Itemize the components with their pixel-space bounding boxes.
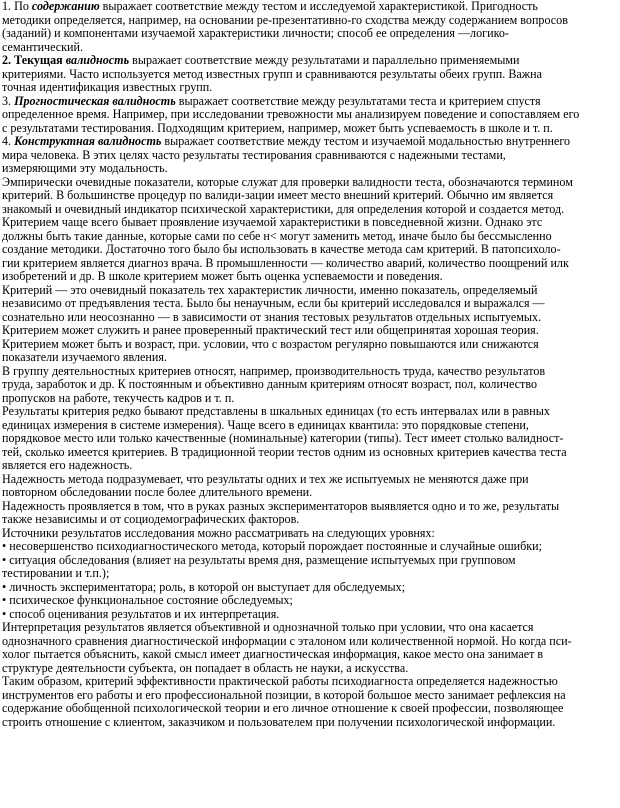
- text-line: [2, 27, 618, 41]
- text-line: [2, 378, 618, 392]
- text-segment: холог пытается объяснить, какой смысл имеет диагностическая информация, какое место она занимает в: [2, 647, 544, 661]
- text-segment: изобретений и др. В школе критерием может быть оценка успеваемости и поведения.: [2, 269, 443, 283]
- text-segment: гии критерием является диагноз врача. В промышленности — количество аварий, количество поощрений илк: [2, 255, 569, 270]
- text-line: [2, 689, 618, 703]
- emphasis-text: Конструктная валидность: [14, 134, 162, 148]
- text-segment: создание методики. Достаточно того было бы использовать в качестве метода сам критерий. В патопсихоло-: [2, 242, 561, 256]
- text-line: [2, 176, 618, 190]
- text-segment: также независимы и от социодемографических факторов.: [2, 512, 300, 526]
- text-line: [2, 500, 618, 514]
- text-segment: Критерием может быть и возраст, при. условии, что с возрастом регулярно повышаются или снижаются: [2, 336, 539, 351]
- text-segment: Надежность проявляется в том, что в руках разных экспериментаторов выявляется одно и то же, результаты: [2, 498, 560, 513]
- text-segment: • способ оценивания результатов и их интерпретация.: [2, 606, 280, 621]
- text-line: [2, 297, 618, 311]
- text-line: [2, 608, 618, 622]
- text-segment: (заданий) и компонентами изучаемой характеристики личности; способ ее определения —логико-: [2, 26, 509, 40]
- text-line: [2, 162, 618, 176]
- text-segment: показатели изучаемого явления.: [2, 350, 167, 364]
- text-line: [2, 14, 618, 28]
- text-line: [2, 459, 618, 473]
- text-segment: критерий. В большинстве процедур по валиди-зации имеет место внешний критерий. Обычно им является: [2, 188, 554, 202]
- emphasis-text: валидность: [65, 53, 130, 67]
- emphasis-text: Прогностическая валидность: [14, 93, 176, 108]
- text-line: [2, 257, 618, 271]
- text-segment: тестировании и т.п.);: [2, 566, 110, 580]
- text-line: [2, 432, 618, 446]
- text-line: [2, 230, 618, 244]
- text-line: [2, 0, 618, 14]
- text-line: [2, 594, 618, 608]
- text-segment: знакомый и очевидный индикатор психической характеристики, для определения которой и создается метод.: [2, 201, 565, 216]
- text-segment: структуре деятельности субъекта, он попадает в область не науки, а искусства.: [2, 660, 409, 675]
- text-segment: выражает соответствие между результатами теста и критерием спустя: [175, 93, 541, 108]
- text-segment: пропусков на работе, текучесть кадров и т. п.: [2, 390, 235, 405]
- text-segment: независимо от предъявления теста. Было бы ненаучным, если бы критерий исследовался и выражался —: [2, 296, 545, 310]
- text-line: [2, 648, 618, 662]
- text-line: [2, 243, 618, 257]
- text-segment: критериями. Часто используется метод известных групп и сравниваются результаты обеих групп. Важна: [2, 66, 542, 81]
- text-segment: Эмпирически очевидные показатели, которые служат для проверки валидности теста, обозначаются термином: [2, 174, 573, 189]
- text-line: [2, 324, 618, 338]
- text-line: [2, 419, 618, 433]
- text-segment: • несовершенство психодиагностического метода, который порождает постоянные и случайные ошибки;: [2, 539, 542, 553]
- text-line: [2, 135, 618, 149]
- text-line: [2, 581, 618, 595]
- text-line: [2, 270, 618, 284]
- text-segment: единицах измерения в системе измерения). Чаще всего в единицах квантила: это порядковые степени,: [2, 417, 529, 432]
- emphasis-text: 2. Текущая: [2, 53, 66, 67]
- text-line: [2, 473, 618, 487]
- text-segment: 1. По: [2, 0, 32, 13]
- text-segment: должны быть такие данные, которые сами по себе н< могут заменить метод, иначе было бы бессмысленно: [2, 228, 552, 243]
- text-segment: семантический.: [2, 39, 84, 54]
- text-line: [2, 675, 618, 689]
- text-line: [2, 338, 618, 352]
- text-line: [2, 621, 618, 635]
- text-line: [2, 81, 618, 95]
- text-line: [2, 702, 618, 716]
- text-segment: Результаты критерия редко бывают представлены в шкальных единицах (то есть интервалах или в равных: [2, 404, 550, 418]
- text-segment: • ситуация обследования (влияет на результаты время дня, размещение испытуемых при групповом: [2, 552, 516, 567]
- text-segment: Критерием может служить и ранее проверенный практический тест или общепринятая хорошая теория.: [2, 323, 539, 337]
- text-segment: точная идентификация известных групп.: [2, 80, 213, 94]
- text-segment: • психическое функциональное состояние обследуемых;: [2, 593, 293, 607]
- text-segment: тей, сколько имеется критериев. В традиционной теории тестов одним из основных критериев качества теста: [2, 444, 567, 459]
- text-segment: выражает соответствие между тестом и изучаемой модальностью внутреннего: [161, 134, 571, 148]
- text-segment: Таким образом, критерий эффективности практической работы психодиагноста определяется надежностью: [2, 674, 558, 688]
- text-line: [2, 662, 618, 676]
- text-segment: инструментов его работы и его профессиональной позиции, в которой большое место занимает рефлексия на: [2, 687, 566, 702]
- text-line: [2, 527, 618, 541]
- text-line: [2, 567, 618, 581]
- text-segment: выражает соответствие между тестом и исследуемой характеристикой. Пригодность: [99, 0, 538, 13]
- text-segment: сознательно или неосознанно — в зависимости от знания тестовых результатов отдельных испытуемых.: [2, 309, 542, 324]
- text-segment: с результатами тестирования. Подходящим критерием, например, может быть успеваемость в школе и т. п.: [2, 120, 553, 135]
- text-line: [2, 446, 618, 460]
- text-line: [2, 203, 618, 217]
- text-line: [2, 54, 618, 68]
- text-line: [2, 513, 618, 527]
- text-segment: определенное время. Например, при исследовании тревожности мы анализируем поведение и сопоставляем его: [2, 107, 580, 121]
- text-segment: строить отношение с клиентом, заказчиком и пользователем при получении психологической информации.: [2, 714, 556, 729]
- text-line: [2, 351, 618, 365]
- text-segment: Критерием чаще всего бывает проявление изучаемой характеристики в повседневной жизни. Однако этс: [2, 215, 543, 229]
- text-segment: выражает соответствие между результатами и параллельно применяемыми: [129, 53, 520, 67]
- text-segment: содержание обобщенной психологической теории и его личное отношение к своей профессии, позволяющее: [2, 701, 564, 715]
- text-line: [2, 635, 618, 649]
- text-segment: 4.: [2, 134, 15, 148]
- text-line: [2, 716, 618, 730]
- text-segment: порядковое место или только качественные (номинальные) категории (типы). Тест имеет столько валидност-: [2, 431, 564, 445]
- text-segment: Источники результатов исследования можно рассматривать на следующих уровнях:: [2, 525, 435, 540]
- text-segment: повторном обследовании после более длительного времени.: [2, 485, 313, 499]
- text-segment: В группу деятельностных критериев относят, например, производительность труда, качество результатов: [2, 363, 546, 378]
- text-line: [2, 95, 618, 109]
- text-line: [2, 486, 618, 500]
- text-line: [2, 41, 618, 55]
- text-line: [2, 554, 618, 568]
- text-segment: мира человека. В этих целях часто результаты тестирования сравниваются с надежными тестами,: [2, 147, 506, 162]
- text-line: [2, 540, 618, 554]
- text-segment: измеряющими эту модальность.: [2, 161, 168, 175]
- text-segment: однозначного сравнения диагностической информации с эталоном или количественной нормой. Но когда пси-: [2, 633, 572, 648]
- text-line: [2, 108, 618, 122]
- text-line: [2, 149, 618, 163]
- text-segment: 3.: [2, 93, 15, 108]
- text-line: [2, 122, 618, 136]
- text-segment: является его надежность.: [2, 458, 133, 472]
- text-line: [2, 311, 618, 325]
- emphasis-text: содержанию: [31, 0, 100, 13]
- text-segment: методики определяется, например, на основании ре-презентативно-го сходства между содержанием вопросов: [2, 12, 568, 27]
- text-segment: Интерпретация результатов является объективной и однозначной только при условии, что она касается: [2, 620, 534, 634]
- text-line: [2, 68, 618, 82]
- text-segment: Критерий — это очевидный показатель тех характеристик личности, именно показатель, определяемый: [2, 282, 538, 297]
- text-line: [2, 216, 618, 230]
- text-segment: Надежность метода подразумевает, что результаты одних и тех же испытуемых не меняются даже при: [2, 471, 529, 486]
- text-line: [2, 189, 618, 203]
- text-line: [2, 365, 618, 379]
- text-segment: • личность экспериментатора; роль, в которой он выступает для обследуемых;: [2, 579, 406, 594]
- text-segment: труда, заработок и др. К постоянным и объективно данным критериям относят возраст, пол, количество: [2, 377, 537, 391]
- text-line: [2, 405, 618, 419]
- text-line: [2, 392, 618, 406]
- text-line: [2, 284, 618, 298]
